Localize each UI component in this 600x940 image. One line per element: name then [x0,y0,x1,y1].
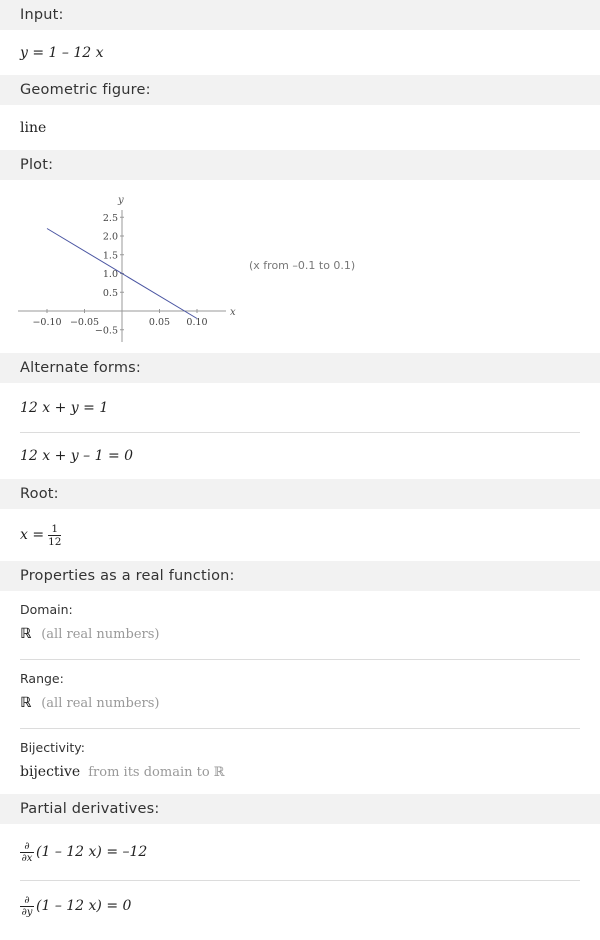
geometric-value: line [20,119,47,136]
partials-header [0,794,600,824]
root-fraction [48,523,61,548]
range-divider [20,728,580,729]
partial-x-den: ∂x [21,852,33,864]
root-title: Root: [20,486,59,502]
root-header [0,479,600,509]
y-axis-label: y [118,195,124,206]
partial-x-num: ∂ [24,840,30,852]
bijectivity-note: from its domain to ℝ [88,764,225,780]
partial-x-operator [20,841,34,864]
bijectivity-value: bijective [20,764,81,780]
x-tick-label: 0.05 [148,317,171,328]
alternate-form-1 [0,383,600,432]
x-axis-label: x [230,307,236,318]
y-tick-label: 2.0 [102,231,118,243]
plot-chart [0,180,240,353]
range-label: Range: [20,671,64,686]
y-tick-label: −0.5 [94,325,118,337]
partial-y-den: ∂y [21,906,33,918]
x-tick-label: −0.05 [69,317,100,328]
domain-label: Domain: [20,602,73,617]
y-tick-label: 1.5 [102,250,118,262]
partial-x-expr: (1 – 12 x) = –12 [36,844,148,860]
plot-range-note: (x from –0.1 to 0.1) [249,259,356,272]
partial-y-expr: (1 – 12 x) = 0 [36,898,132,914]
root-numerator: 1 [51,522,59,535]
root-lhs: x = [20,527,45,543]
root-denominator: 12 [48,535,62,548]
y-tick-label: 1.0 [102,269,118,280]
partial-y-operator [20,895,34,918]
geometric-header [0,75,600,105]
partial-y-num: ∂ [24,894,30,906]
alternate-form-1-text: 12 x + y = 1 [20,399,109,416]
partial-x-row [0,824,600,880]
x-tick-label: 0.10 [186,317,208,328]
input-expression: y = 1 – 12 x [20,44,104,61]
domain-divider [20,659,580,660]
range-row [0,693,600,713]
alternate-title: Alternate forms: [20,360,141,376]
alternate-form-2-text: 12 x + y – 1 = 0 [20,448,134,464]
partial-y-row [0,881,600,931]
geometric-row [0,105,600,150]
range-value: ℝ [20,695,32,711]
y-tick-label: 2.5 [102,212,118,224]
alternate-header [0,353,600,383]
bijectivity-label: Bijectivity: [20,740,85,755]
bijectivity-row [0,762,600,782]
input-header [0,0,600,30]
alternate-form-2 [0,433,600,479]
domain-note: (all real numbers) [41,626,160,642]
properties-title: Properties as a real function: [20,568,235,584]
range-note: (all real numbers) [41,695,160,711]
domain-value: ℝ [20,626,32,642]
partials-title: Partial derivatives: [20,801,160,817]
plot-title: Plot: [20,157,54,173]
root-row [0,509,600,561]
plot-header [0,150,600,180]
domain-row [0,624,600,644]
input-title: Input: [20,7,64,23]
geometric-title: Geometric figure: [20,82,151,98]
input-row [0,30,600,75]
properties-header [0,561,600,591]
y-tick-label: 0.5 [102,287,118,299]
x-tick-label: −0.10 [32,317,62,328]
plot-area [0,180,600,353]
